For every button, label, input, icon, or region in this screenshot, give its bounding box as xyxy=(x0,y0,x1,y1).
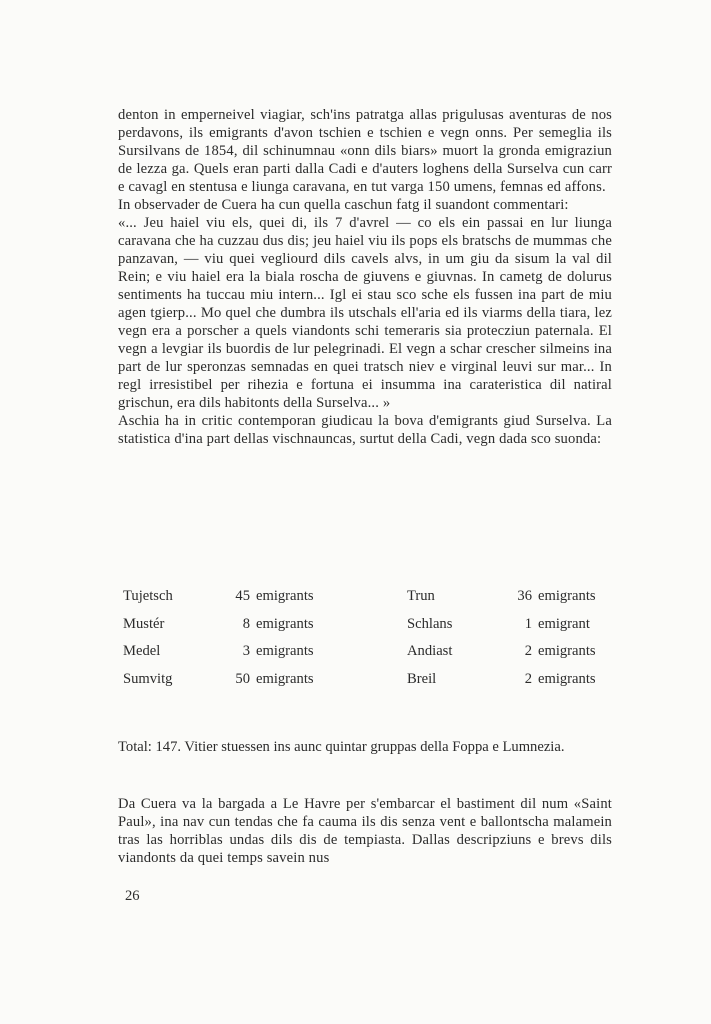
paragraph-observer: In observader de Cuera ha cun quella caschun fatg il suandont commentari: xyxy=(118,197,569,213)
table-row xyxy=(118,616,612,644)
table-row xyxy=(118,671,612,699)
paragraph-voyage: Da Cuera va la bargada a Le Havre per s'embarcar el bastiment dil num «Saint Paul», ina nav cun tendas che fa cauma ils dis senza vent e ballontscha malamein tras las horriblas undas dils dis de tempiasta. Dallas descripziuns e brevs dils viandonts da quei temps savein nus xyxy=(118,796,612,866)
emigrant-label: emigrants xyxy=(256,615,314,632)
town-name: Medel xyxy=(123,643,161,660)
total-line: Total: 147. Vitier stuessen ins aunc quintar gruppas della Foppa e Lumnezia. xyxy=(118,738,565,755)
emigrant-count: 45 xyxy=(235,588,250,604)
table-row xyxy=(118,588,612,616)
town-name: Schlans xyxy=(407,615,453,632)
emigrant-label: emigrant xyxy=(538,615,590,632)
page-number: 26 xyxy=(125,888,140,904)
emigrant-label: emigrants xyxy=(538,588,596,604)
town-name: Sumvitg xyxy=(123,671,173,688)
emigrant-label: emigrants xyxy=(538,671,596,688)
town-name: Breil xyxy=(407,671,437,688)
town-name: Andiast xyxy=(407,643,453,660)
emigrant-count: 3 xyxy=(242,643,250,660)
body-text-bottom xyxy=(118,795,612,867)
table-row xyxy=(118,643,612,671)
emigrants-table xyxy=(118,588,612,699)
town-name: Trun xyxy=(407,588,435,604)
emigrant-count: 36 xyxy=(517,588,532,604)
emigrant-count: 50 xyxy=(235,671,250,688)
emigrant-count: 1 xyxy=(524,615,532,632)
emigrant-label: emigrants xyxy=(256,588,314,604)
emigrant-label: emigrants xyxy=(256,643,314,660)
emigrant-count: 8 xyxy=(242,615,250,632)
town-name: Mustér xyxy=(123,615,165,632)
emigrant-count: 2 xyxy=(524,671,532,688)
body-text-top xyxy=(118,106,612,448)
paragraph-intro: denton in emperneivel viagiar, sch'ins patratga allas prigulusas aventuras de nos perdavons, ils emigrants d'avon tschien e tschien e vegn onns. Per semeglia ils Sursilvans de 1854, dil schinumnau «onn dils biars» muort la gronda emigraziun de lezza ga. Quels eran parti dalla Cadi e d'auters loghens della Surselva cun carr e cavagl en stentusa e liunga caravana, en tut varga 150 umens, femnas ed affons. xyxy=(118,107,612,195)
emigrant-count: 2 xyxy=(524,643,532,660)
paragraph-quote: «... Jeu haiel viu els, quei di, ils 7 d'avrel — co els ein passai en lur liunga caravana che ha cuzzau dus dis; jeu haiel viu ils pops els bratschs de mummas che panzavan, — viu quei vegliourd dils cavels alvs, in um giu da sisum la val dil Rein; e viu haiel era la biala roscha de giuvens e giuvnas. In cametg de dolurus sentiments ha tuccau miu intern... Igl ei stau sco sche els fussen ina part de miu agen tgierp... Mo quel che dumbra ils utschals ell'aria ed ils viarms della tiara, lez vegn era a porscher a quels viandonts schi temeraris sia protecziun paternala. El vegn a levgiar ils buordis de lur pelegrinadi. El vegn a schar crescher silmeins ina part de lur speronzas semnadas en quei tratsch niev e virginal leuvi sur mar... In regl irresistibel per rihezia e fortuna ei insumma ina carateristica dil natiral grischun, era dils habitonts della Surselva... » xyxy=(118,215,612,411)
emigrant-label: emigrants xyxy=(538,643,596,660)
paragraph-statistics-intro: Aschia ha in critic contemporan giudicau la bova d'emigrants giud Surselva. La statistica d'ina part dellas vischnauncas, surtut della Cadi, vegn dada sco suonda: xyxy=(118,413,612,447)
town-name: Tujetsch xyxy=(123,588,173,604)
emigrant-label: emigrants xyxy=(256,671,314,688)
